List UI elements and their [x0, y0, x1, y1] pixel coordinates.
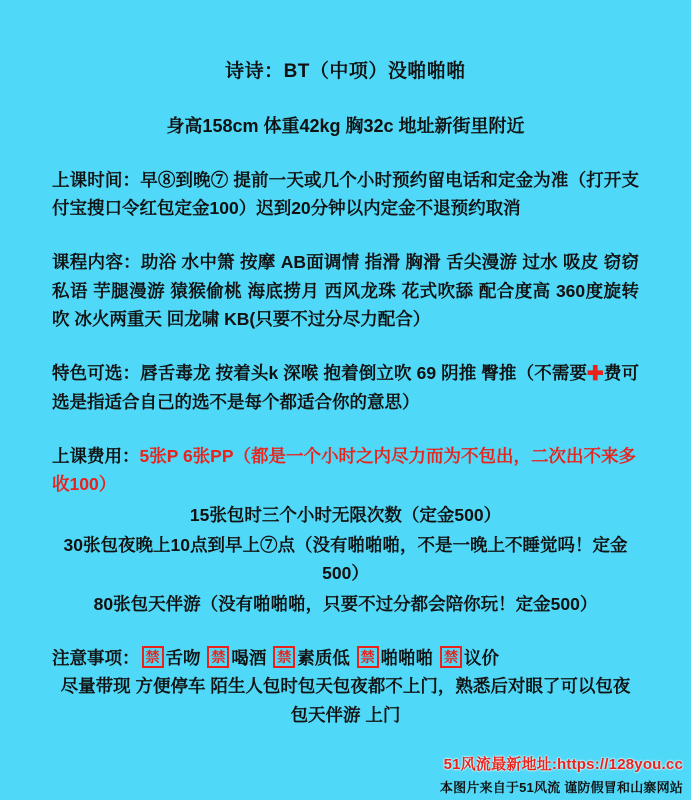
fees-label: 上课费用： [52, 445, 140, 466]
notice-item-4: 啪啪啪 [380, 647, 434, 668]
fees-red-text: 5张P 6张PP（都是一个小时之内尽力而为不包出，二次出不来多收100） [52, 445, 637, 495]
ban-icon-2: 禁 [207, 646, 229, 668]
special-section [52, 359, 639, 416]
content-label: 课程内容： [52, 252, 141, 273]
fees-section [52, 442, 639, 618]
watermark-url: 51风流最新地址:https://128you.cc [443, 756, 683, 773]
special-text-after: 费可选是指适合自己的选不是每个都适合你的意思） [52, 363, 640, 412]
special-text-before: 唇舌毒龙 按着头k 深喉 抱着倒立吹 69 阴推 臀推（不需要 [140, 363, 588, 384]
notice-item-2: 喝酒 [231, 647, 267, 668]
ban-icon-4: 禁 [357, 646, 379, 668]
page-title: 诗诗：BT（中项）没啪啪啪 [225, 61, 466, 82]
schedule-label: 上课时间： [52, 169, 141, 190]
content-section [52, 248, 639, 333]
fees-line-1: 15张包时三个小时无限次数（定金500） [189, 504, 502, 525]
special-label: 特色可选： [52, 363, 141, 384]
notice-item-1: 舌吻 [165, 647, 201, 668]
fees-headline [52, 442, 639, 499]
notice-item-3: 素质低 [297, 647, 350, 668]
plus-icon: ✚ [586, 361, 604, 385]
body-stats: 身高158cm 体重42kg 胸32c 地址新街里附近 [166, 115, 525, 136]
notice-item-5: 议价 [464, 647, 499, 668]
ban-icon-3: 禁 [273, 646, 295, 668]
watermark-disclaimer: 本图片来自于51风流 谨防假冒和山寨网站 [439, 780, 683, 795]
notice-tail: 尽量带现 方便停车 陌生人包时包天包夜都不上门，熟悉后对眼了可以包夜包天伴游 上门 [60, 676, 631, 725]
ban-icon-1: 禁 [142, 646, 164, 668]
notice-label: 注意事项： [52, 647, 140, 668]
content-text: 助浴 水中箫 按摩 AB面调情 指滑 胸滑 舌尖漫游 过水 吸皮 窃窃私语 芋腿漫游 猿猴偷桃 海底捞月 西风龙珠 花式吹舔 配合度高 360度旋转吹 冰火两重天 回龙啸 KB(只要不过分尽力配合） [52, 252, 639, 329]
fees-line-2: 30张包夜晚上10点到早上⑦点（没有啪啪啪，不是一晚上不睡觉吗！定金500） [63, 534, 628, 584]
notice-section [52, 644, 639, 729]
fees-line-3: 80张包天伴游（没有啪啪啪，只要不过分都会陪你玩！定金500） [93, 593, 598, 614]
schedule-section [52, 166, 639, 223]
ban-icon-5: 禁 [440, 646, 462, 668]
schedule-text: 早⑧到晚⑦ 提前一天或几个小时预约留电话和定金为准（打开支付宝搜口令红包定金100）迟到20分钟以内定金不退预约取消 [52, 169, 639, 218]
